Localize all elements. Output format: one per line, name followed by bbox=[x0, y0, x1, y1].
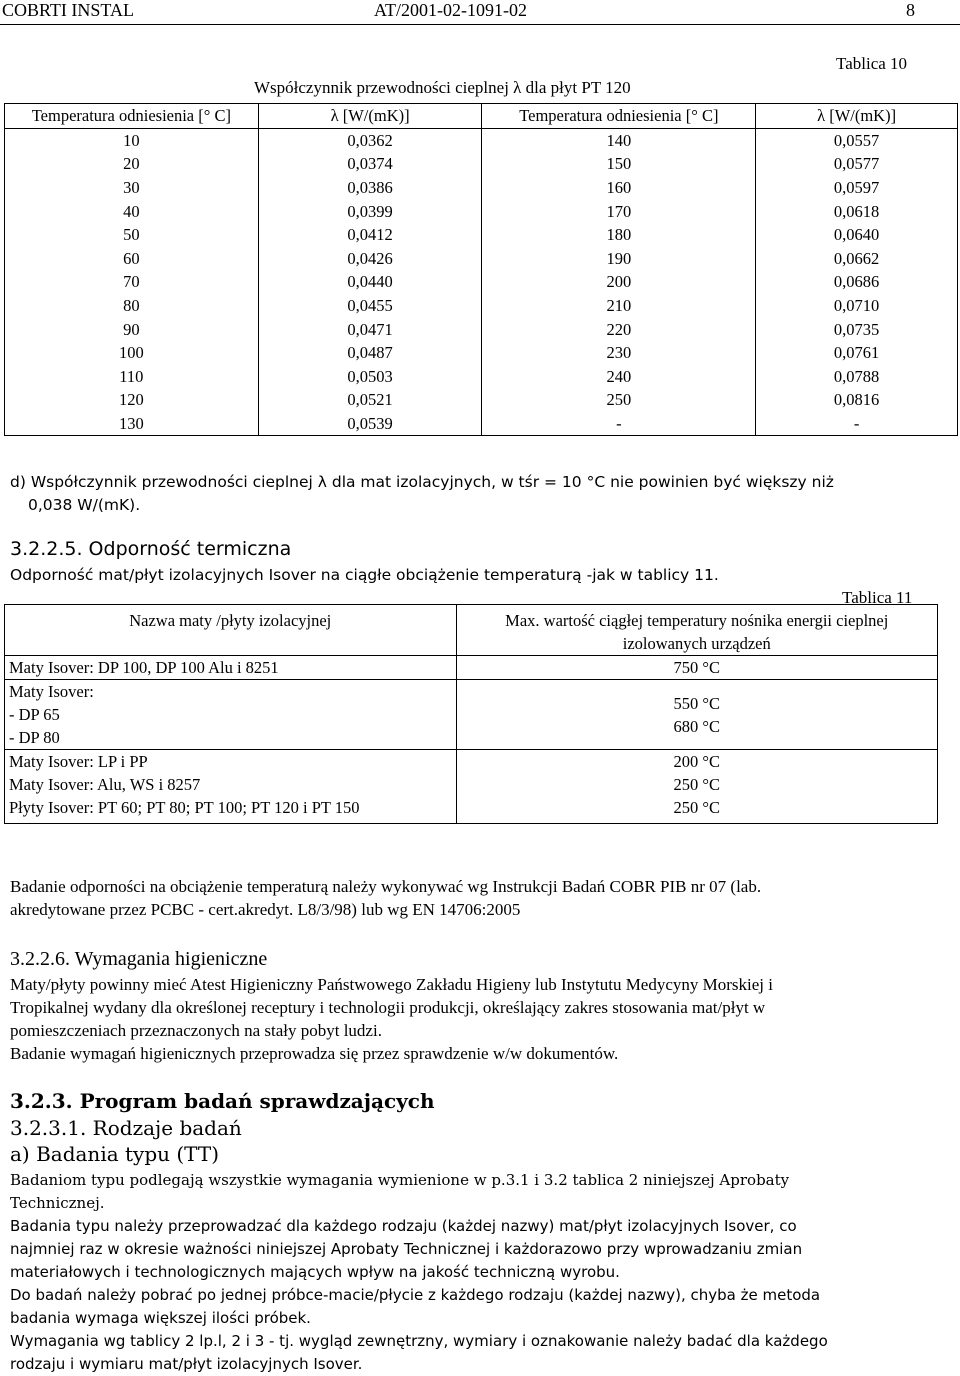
paragraph-hig-line4: Badanie wymagań higienicznych przeprowadza się przez sprawdzenie w/w dokumentów. bbox=[10, 1044, 619, 1063]
cell-temp: 170 bbox=[482, 199, 756, 223]
paragraph-c-line2: badania wymaga większej ilości próbek. bbox=[10, 1309, 311, 1327]
cell-temp: 180 bbox=[482, 223, 756, 247]
table-row bbox=[5, 223, 958, 247]
table-row bbox=[5, 294, 958, 318]
table-row bbox=[5, 796, 938, 824]
row-name-line: - DP 80 bbox=[9, 728, 60, 747]
col-header-lambda: λ [W/(mK)] bbox=[756, 104, 958, 129]
row-value: 250 °C bbox=[456, 796, 938, 824]
table-header-row bbox=[5, 605, 938, 656]
cell-temp: 130 bbox=[5, 412, 259, 436]
section-3225-heading: 3.2.2.5. Odporność termiczna bbox=[10, 538, 292, 560]
row-name-line: - DP 65 bbox=[9, 705, 60, 724]
cell-temp: 60 bbox=[5, 247, 259, 271]
cell-temp: 70 bbox=[5, 270, 259, 294]
paragraph-hig-line1: Maty/płyty powinny mieć Atest Higieniczny Państwowego Zakładu Higieny lub Instytutu Medycyny Morskiej i bbox=[10, 975, 774, 994]
cell-lambda: 0,0557 bbox=[756, 128, 958, 152]
section-a-heading: a) Badania typu (TT) bbox=[10, 1142, 220, 1166]
paragraph-hig-line2: Tropikalnej wydany dla określonej receptury i technologii produkcji, określający zakres stosowania mat/płyt w bbox=[10, 998, 766, 1017]
row-value: 250 °C bbox=[456, 773, 938, 796]
paragraph-b-line3: materiałowych i technologicznych mających wpływ na jakość techniczną wyrobu. bbox=[10, 1263, 620, 1281]
row-name: Maty Isover: Alu, WS i 8257 bbox=[5, 773, 457, 796]
cell-temp: 100 bbox=[5, 341, 259, 365]
cell-lambda: 0,0710 bbox=[756, 294, 958, 318]
table-row bbox=[5, 365, 958, 389]
table-row bbox=[5, 270, 958, 294]
cell-lambda: 0,0539 bbox=[258, 412, 482, 436]
cell-temp: - bbox=[482, 412, 756, 436]
table10-label: Tablica 10 bbox=[836, 54, 908, 73]
cell-temp: 120 bbox=[5, 388, 259, 412]
paragraph-d: d) Współczynnik przewodności cieplnej λ dla mat izolacyjnych, w tśr = 10 °C nie powinien być większy niż bbox=[10, 473, 834, 491]
table-row bbox=[5, 199, 958, 223]
col-header-temp: Temperatura odniesienia [° C] bbox=[482, 104, 756, 129]
col-header-lambda: λ [W/(mK)] bbox=[258, 104, 482, 129]
cell-lambda: 0,0618 bbox=[756, 199, 958, 223]
table-row bbox=[5, 750, 938, 774]
table-row bbox=[5, 773, 938, 796]
thermal-resistance-table bbox=[4, 604, 938, 824]
paragraph-a-line2: Technicznej. bbox=[10, 1194, 105, 1212]
row-value-line: 550 °C bbox=[673, 693, 720, 713]
table-row bbox=[5, 176, 958, 200]
paragraph-3225: Odporność mat/płyt izolacyjnych Isover na ciągłe obciążenie temperaturą -jak w tablicy 11. bbox=[10, 566, 719, 584]
table-row bbox=[5, 152, 958, 176]
header-divider bbox=[0, 24, 960, 25]
cell-lambda: 0,0761 bbox=[756, 341, 958, 365]
paragraph-b-line1: Badania typu należy przeprowadzać dla każdego rodzaju (każdej nazwy) mat/płyt izolacyjnych Isover, co bbox=[10, 1217, 797, 1235]
table10-title: Współczynnik przewodności cieplnej λ dla płyt PT 120 bbox=[254, 78, 631, 97]
cell-lambda: 0,0788 bbox=[756, 365, 958, 389]
cell-lambda: 0,0426 bbox=[258, 247, 482, 271]
row-value-line: 680 °C bbox=[673, 716, 720, 736]
table-row bbox=[5, 341, 958, 365]
col-header-max-line1: Max. wartość ciągłej temperatury nośnika energii cieplnej bbox=[505, 611, 889, 630]
section-3226-heading: 3.2.2.6. Wymagania higieniczne bbox=[10, 948, 268, 970]
lambda-table bbox=[4, 103, 958, 436]
table-row bbox=[5, 680, 938, 750]
cell-lambda: - bbox=[756, 412, 958, 436]
table-row bbox=[5, 317, 958, 341]
paragraph-hig-line3: pomieszczeniach przeznaczonych na stały pobyt ludzi. bbox=[10, 1021, 382, 1040]
table-row bbox=[5, 412, 958, 436]
header-page-number: 8 bbox=[906, 0, 915, 20]
table-row bbox=[5, 388, 958, 412]
paragraph-d-cont: 0,038 W/(mK). bbox=[28, 496, 141, 514]
cell-lambda: 0,0503 bbox=[258, 365, 482, 389]
cell-temp: 200 bbox=[482, 270, 756, 294]
cell-temp: 160 bbox=[482, 176, 756, 200]
section-323-heading: 3.2.3. Program badań sprawdzających bbox=[10, 1089, 435, 1113]
cell-lambda: 0,0412 bbox=[258, 223, 482, 247]
header-doc-number: AT/2001-02-1091-02 bbox=[374, 0, 527, 20]
row-name bbox=[5, 680, 457, 750]
cell-lambda: 0,0399 bbox=[258, 199, 482, 223]
cell-temp: 30 bbox=[5, 176, 259, 200]
cell-temp: 90 bbox=[5, 317, 259, 341]
paragraph-badanie-line2: akredytowane przez PCBC - cert.akredyt. L8/3/98) lub wg EN 14706:2005 bbox=[10, 900, 521, 919]
cell-temp: 20 bbox=[5, 152, 259, 176]
row-name: Płyty Isover: PT 60; PT 80; PT 100; PT 120 i PT 150 bbox=[5, 796, 457, 824]
cell-temp: 230 bbox=[482, 341, 756, 365]
paragraph-a-line1: Badaniom typu podlegają wszystkie wymagania wymienione w p.3.1 i 3.2 tablica 2 niniejszej Aprobaty bbox=[10, 1171, 790, 1189]
cell-temp: 210 bbox=[482, 294, 756, 318]
cell-temp: 150 bbox=[482, 152, 756, 176]
paragraph-e-line2: rodzaju i wymiaru mat/płyt izolacyjnych Isover. bbox=[10, 1355, 363, 1373]
paragraph-badanie-line1: Badanie odporności na obciążenie temperaturą należy wykonywać wg Instrukcji Badań COBR PIB nr 07 (lab. bbox=[10, 877, 762, 896]
table-row bbox=[5, 656, 938, 680]
page-header bbox=[0, 0, 960, 24]
cell-lambda: 0,0662 bbox=[756, 247, 958, 271]
col-header-max-line2: izolowanych urządzeń bbox=[622, 634, 771, 653]
cell-lambda: 0,0440 bbox=[258, 270, 482, 294]
cell-lambda: 0,0640 bbox=[756, 223, 958, 247]
cell-lambda: 0,0816 bbox=[756, 388, 958, 412]
cell-lambda: 0,0521 bbox=[258, 388, 482, 412]
col-header-temp: Temperatura odniesienia [° C] bbox=[5, 104, 259, 129]
cell-temp: 110 bbox=[5, 365, 259, 389]
table11-label: Tablica 11 bbox=[842, 588, 913, 607]
cell-lambda: 0,0362 bbox=[258, 128, 482, 152]
row-name-line: Maty Isover: bbox=[9, 682, 94, 701]
col-header-name-text: Nazwa maty /płyty izolacyjnej bbox=[129, 611, 332, 630]
row-value: 200 °C bbox=[456, 750, 938, 774]
cell-temp: 240 bbox=[482, 365, 756, 389]
header-company: COBRTI INSTAL bbox=[2, 0, 134, 20]
col-header-name bbox=[5, 605, 457, 656]
row-name: Maty Isover: LP i PP bbox=[5, 750, 457, 774]
table-row bbox=[5, 247, 958, 271]
cell-temp: 140 bbox=[482, 128, 756, 152]
cell-lambda: 0,0374 bbox=[258, 152, 482, 176]
cell-temp: 250 bbox=[482, 388, 756, 412]
col-header-max bbox=[456, 605, 938, 656]
row-value: 750 °C bbox=[456, 656, 938, 680]
cell-lambda: 0,0577 bbox=[756, 152, 958, 176]
cell-temp: 220 bbox=[482, 317, 756, 341]
cell-lambda: 0,0386 bbox=[258, 176, 482, 200]
row-value bbox=[456, 680, 938, 750]
table-row bbox=[5, 128, 958, 152]
paragraph-e-line1: Wymagania wg tablicy 2 lp.l, 2 i 3 - tj. wygląd zewnętrzny, wymiary i oznakowanie należy badać dla każdego bbox=[10, 1332, 828, 1350]
cell-temp: 10 bbox=[5, 128, 259, 152]
cell-temp: 190 bbox=[482, 247, 756, 271]
row-name: Maty Isover: DP 100, DP 100 Alu i 8251 bbox=[5, 656, 457, 680]
cell-lambda: 0,0597 bbox=[756, 176, 958, 200]
section-3231-heading: 3.2.3.1. Rodzaje badań bbox=[10, 1116, 242, 1140]
cell-lambda: 0,0455 bbox=[258, 294, 482, 318]
cell-lambda: 0,0487 bbox=[258, 341, 482, 365]
cell-lambda: 0,0735 bbox=[756, 317, 958, 341]
cell-temp: 40 bbox=[5, 199, 259, 223]
cell-temp: 80 bbox=[5, 294, 259, 318]
cell-temp: 50 bbox=[5, 223, 259, 247]
table-header-row bbox=[5, 104, 958, 129]
paragraph-c-line1: Do badań należy pobrać po jednej próbce-macie/płycie z każdego rodzaju (każdej nazwy), chyba że metoda bbox=[10, 1286, 821, 1304]
paragraph-b-line2: najmniej raz w okresie ważności niniejszej Aprobaty Technicznej i każdorazowo przy wprowadzaniu zmian bbox=[10, 1240, 803, 1258]
cell-lambda: 0,0686 bbox=[756, 270, 958, 294]
cell-lambda: 0,0471 bbox=[258, 317, 482, 341]
